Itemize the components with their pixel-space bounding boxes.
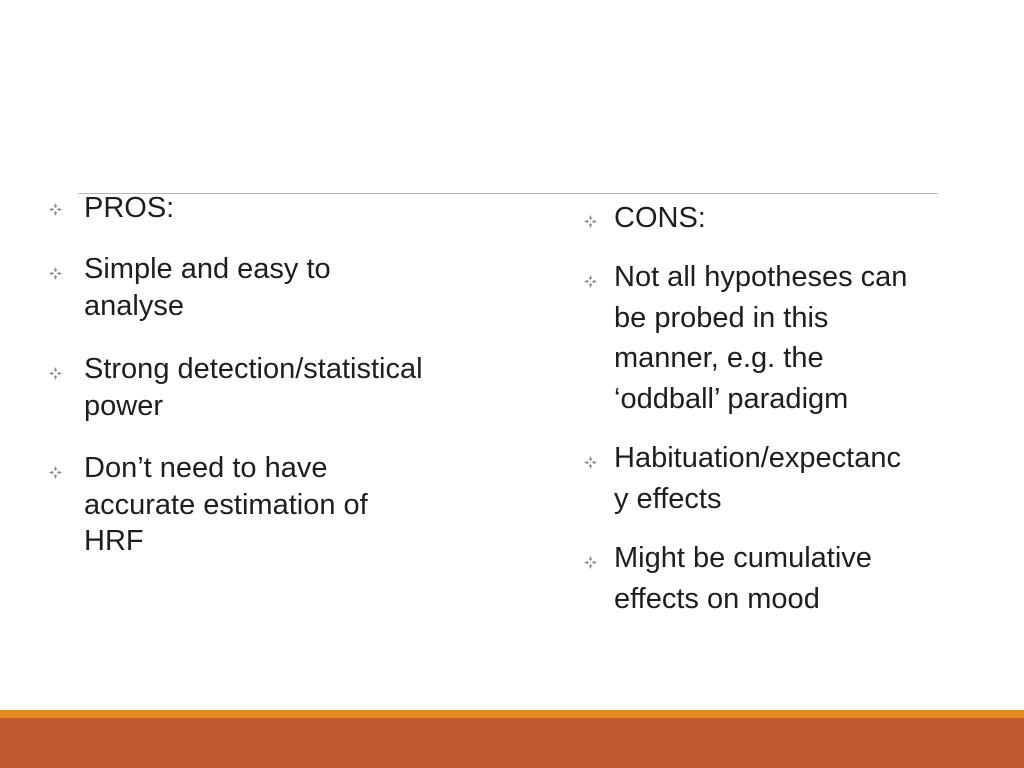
diamond-bullet-icon [49, 203, 62, 216]
diamond-bullet-icon [49, 466, 62, 479]
diamond-bullet-icon [584, 456, 597, 469]
pros-item-text: Strong detection/statistical power [84, 353, 423, 422]
pros-item-text: Simple and easy to analyse [84, 253, 331, 322]
diamond-bullet-icon [49, 367, 62, 380]
pros-item-text: Don’t need to have accurate estimation of HRF [84, 452, 368, 557]
diamond-bullet-icon [584, 215, 597, 228]
header-divider [78, 193, 938, 194]
footer-accent-stripe [0, 710, 1024, 718]
cons-heading: CONS: [614, 202, 706, 234]
cons-item-text: Habituation/expectanc y effects [614, 442, 901, 515]
cons-item-text: Might be cumulative effects on mood [614, 542, 872, 615]
diamond-bullet-icon [584, 275, 597, 288]
footer-band [0, 718, 1024, 768]
pros-heading: PROS: [84, 192, 175, 224]
diamond-bullet-icon [584, 556, 597, 569]
cons-item-text: Not all hypotheses can be probed in this manner, e.g. the ‘oddball’ paradigm [614, 261, 908, 415]
diamond-bullet-icon [49, 267, 62, 280]
